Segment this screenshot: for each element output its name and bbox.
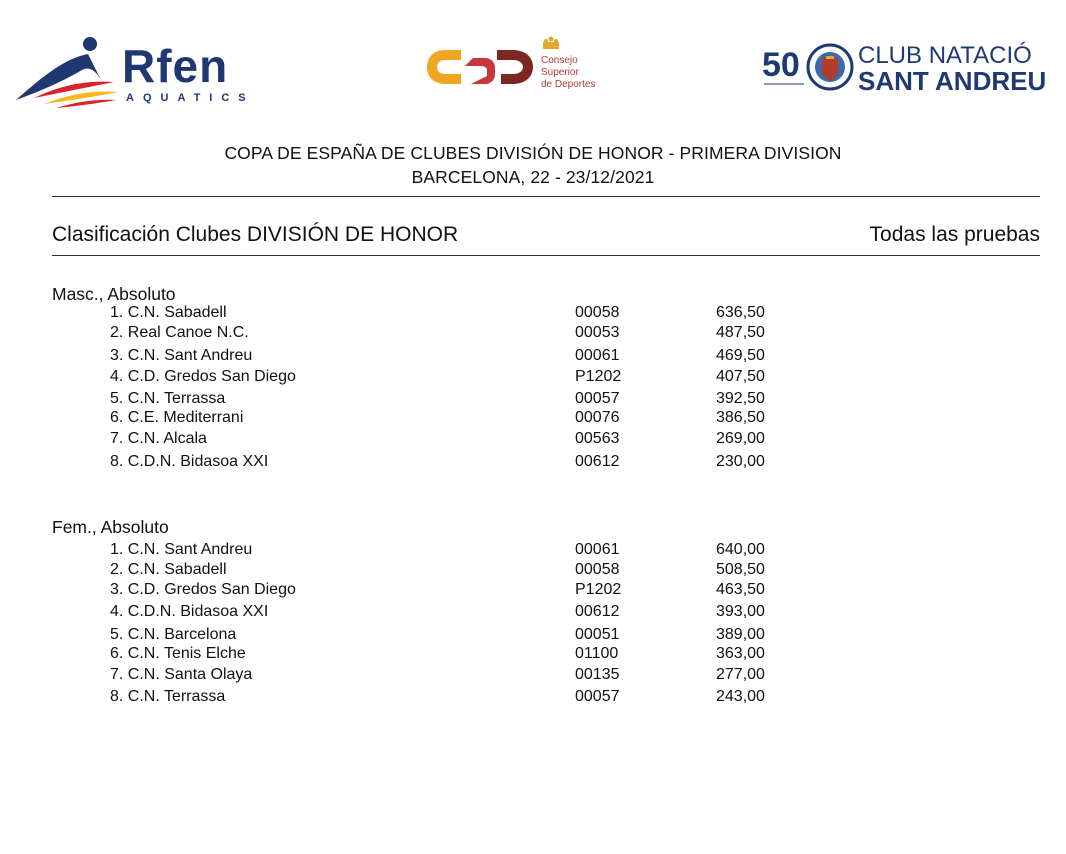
club-points: 277,00: [716, 666, 765, 683]
swimmer-head-icon: [83, 37, 97, 51]
club-rank-name: 2. C.N. Sabadell: [110, 561, 227, 578]
table-row: [0, 368, 1066, 388]
club-code: P1202: [575, 368, 622, 385]
club-points: 469,50: [716, 347, 765, 364]
club-points: 487,50: [716, 324, 765, 341]
club-points: 463,50: [716, 581, 765, 598]
club-natacio-sant-andreu-logo: [760, 36, 1060, 98]
table-row: [0, 645, 1066, 665]
club-points: 508,50: [716, 561, 765, 578]
table-row: [0, 688, 1066, 708]
rfen-wordmark: Rfen: [122, 40, 229, 92]
divider-bottom: [52, 255, 1040, 256]
club-rank-name: 7. C.N. Santa Olaya: [110, 666, 253, 683]
club-points: 243,00: [716, 688, 765, 705]
club-rank-name: 3. C.D. Gredos San Diego: [110, 581, 296, 598]
club-rank-name: 4. C.D.N. Bidasoa XXI: [110, 603, 269, 620]
club-code: 00135: [575, 666, 620, 683]
csd-logo: [425, 36, 615, 98]
csd-s-shape: [465, 58, 495, 84]
section-title-masc: Masc., Absoluto: [52, 284, 176, 304]
club-code: 00058: [575, 304, 620, 321]
club-rank-name: 4. C.D. Gredos San Diego: [110, 368, 296, 385]
competition-place-date: BARCELONA, 22 - 23/12/2021: [411, 167, 655, 187]
club-code: 00076: [575, 409, 620, 426]
table-row: [0, 561, 1066, 581]
club-code: P1202: [575, 581, 622, 598]
table-row: [0, 581, 1066, 601]
club-code: 00051: [575, 626, 620, 643]
club-points: 636,50: [716, 304, 765, 321]
club-points: 389,00: [716, 626, 765, 643]
club-points: 230,00: [716, 453, 765, 470]
table-row: [0, 541, 1066, 561]
club-points: 640,00: [716, 541, 765, 558]
anniversary-50-mark: 50: [762, 46, 800, 84]
csd-c-shape: [427, 50, 461, 84]
table-row: [0, 409, 1066, 429]
club-code: 01100: [575, 645, 619, 662]
competition-title: COPA DE ESPAÑA DE CLUBES DIVISIÓN DE HONOR - PRIMERA DIVISION: [224, 143, 842, 163]
csd-d-shape: [497, 50, 533, 84]
section-title-fem: Fem., Absoluto: [52, 517, 169, 537]
club-line-1: CLUB NATACIÓ: [858, 42, 1032, 69]
table-row: [0, 324, 1066, 344]
club-points: 269,00: [716, 430, 765, 447]
csd-line-1: Consejo: [541, 55, 578, 66]
club-crest-icon: [808, 45, 852, 89]
table-row: [0, 304, 1066, 324]
classification-scope: Todas las pruebas: [869, 223, 1040, 246]
rfen-aquatics-logo: [4, 30, 264, 108]
club-rank-name: 2. Real Canoe N.C.: [110, 324, 249, 341]
club-rank-name: 5. C.N. Terrassa: [110, 390, 226, 407]
club-code: 00563: [575, 430, 620, 447]
club-code: 00612: [575, 603, 620, 620]
club-rank-name: 6. C.N. Tenis Elche: [110, 645, 246, 662]
table-row: [0, 626, 1066, 646]
table-row: [0, 347, 1066, 367]
table-row: [0, 390, 1066, 410]
club-code: 00053: [575, 324, 620, 341]
table-row: [0, 453, 1066, 473]
crown-icon: [543, 37, 559, 50]
club-points: 363,00: [716, 645, 765, 662]
club-code: 00057: [575, 688, 620, 705]
club-line-2: SANT ANDREU: [858, 66, 1047, 96]
table-row: [0, 666, 1066, 686]
club-code: 00061: [575, 541, 620, 558]
club-points: 392,50: [716, 390, 765, 407]
table-row: [0, 430, 1066, 450]
table-row: [0, 603, 1066, 623]
club-points: 386,50: [716, 409, 765, 426]
csd-line-3: de Deportes: [541, 79, 596, 90]
club-code: 00061: [575, 347, 620, 364]
club-rank-name: 1. C.N. Sant Andreu: [110, 541, 253, 558]
club-rank-name: 7. C.N. Alcala: [110, 430, 207, 447]
club-rank-name: 6. C.E. Mediterrani: [110, 409, 244, 426]
csd-line-2: Superior: [541, 67, 579, 78]
classification-title: Clasificación Clubes DIVISIÓN DE HONOR: [52, 223, 459, 246]
club-rank-name: 8. C.D.N. Bidasoa XXI: [110, 453, 269, 470]
rfen-subtitle: AQUATICS: [126, 92, 255, 104]
club-rank-name: 1. C.N. Sabadell: [110, 304, 227, 321]
club-code: 00058: [575, 561, 620, 578]
club-points: 407,50: [716, 368, 765, 385]
club-code: 00612: [575, 453, 620, 470]
club-rank-name: 3. C.N. Sant Andreu: [110, 347, 253, 364]
club-rank-name: 8. C.N. Terrassa: [110, 688, 226, 705]
club-code: 00057: [575, 390, 620, 407]
club-rank-name: 5. C.N. Barcelona: [110, 626, 237, 643]
divider-top: [52, 196, 1040, 197]
club-points: 393,00: [716, 603, 765, 620]
